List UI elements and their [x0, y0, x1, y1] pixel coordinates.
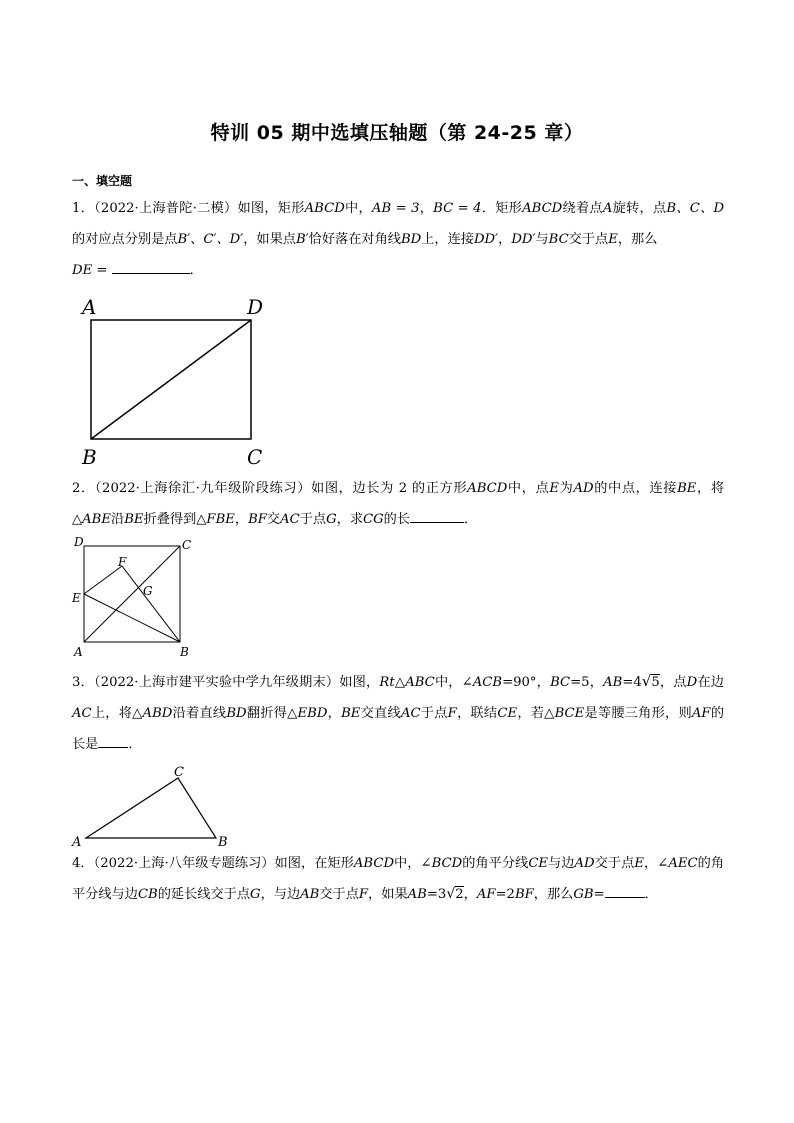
- segment-fb: [122, 566, 180, 642]
- question-2: 2．（2022·上海徐汇·九年级阶段练习）如图，边长为 2 的正方形ABCD中，点E为AD的中点，连接BE，将△ABE沿BE折叠得到△FBE，BF交AC于点G，求CG的长 ．: [72, 481, 725, 527]
- label-a: A: [72, 835, 82, 850]
- answer-blank-4[interactable]: [605, 883, 645, 898]
- section-heading: 一、填空题: [72, 174, 133, 188]
- page-title: 特训 05 期中选填压轴题（第 24-25 章）: [210, 122, 584, 144]
- figure-1: [80, 292, 270, 470]
- label-c: C: [174, 765, 184, 780]
- segment-be: [84, 594, 180, 642]
- figure-3: [70, 760, 240, 850]
- label-f: F: [118, 555, 127, 569]
- answer-blank-2[interactable]: [410, 508, 464, 523]
- label-e: E: [72, 591, 81, 605]
- label-b: B: [218, 835, 228, 850]
- figure-2: [70, 534, 200, 660]
- label-b: B: [180, 645, 189, 659]
- label-b: B: [82, 445, 97, 469]
- label-c: C: [247, 445, 263, 469]
- answer-blank-3[interactable]: [98, 733, 128, 748]
- question-3: 3．（2022·上海市建平实验中学九年级期末）如图，Rt△ABC中，∠ACB=90°，BC=5，AB=4√5，点D在边AC上，将△ABD沿着直线BD翻折得△EBD，BE交直线AC于点F，联结CE，若△BCE是等腰三角形，则AF的长是 ．: [72, 672, 725, 752]
- answer-blank-1[interactable]: [112, 259, 190, 274]
- label-d: D: [74, 535, 84, 549]
- diagonal-bd: [91, 320, 251, 439]
- question-4: 4．（2022·上海·八年级专题练习）如图，在矩形ABCD中，∠BCD的角平分线CE与边AD交于点E，∠AEC的角平分线与边CB的延长线交于点G，与边AB交于点F，如果AB=3√2，AF=2BF，那么GB= ．: [72, 856, 725, 902]
- triangle-abc: [86, 778, 216, 838]
- diagonal-ac: [84, 546, 180, 642]
- label-a: A: [74, 645, 83, 659]
- label-c: C: [182, 538, 192, 552]
- label-g: G: [143, 584, 153, 598]
- label-d: D: [247, 295, 264, 319]
- segment-ef: [84, 566, 122, 594]
- label-a: A: [82, 295, 97, 319]
- question-1: 1．（2022·上海普陀·二模）如图，矩形ABCD中，AB = 3，BC = 4．矩形ABCD绕着点A旋转，点B、C、D的对应点分别是点B′、C′、D′，如果点B′恰好落在对角线BD上，连接DD′，DD′与BC交于点E，那么 DE = ．: [72, 201, 725, 278]
